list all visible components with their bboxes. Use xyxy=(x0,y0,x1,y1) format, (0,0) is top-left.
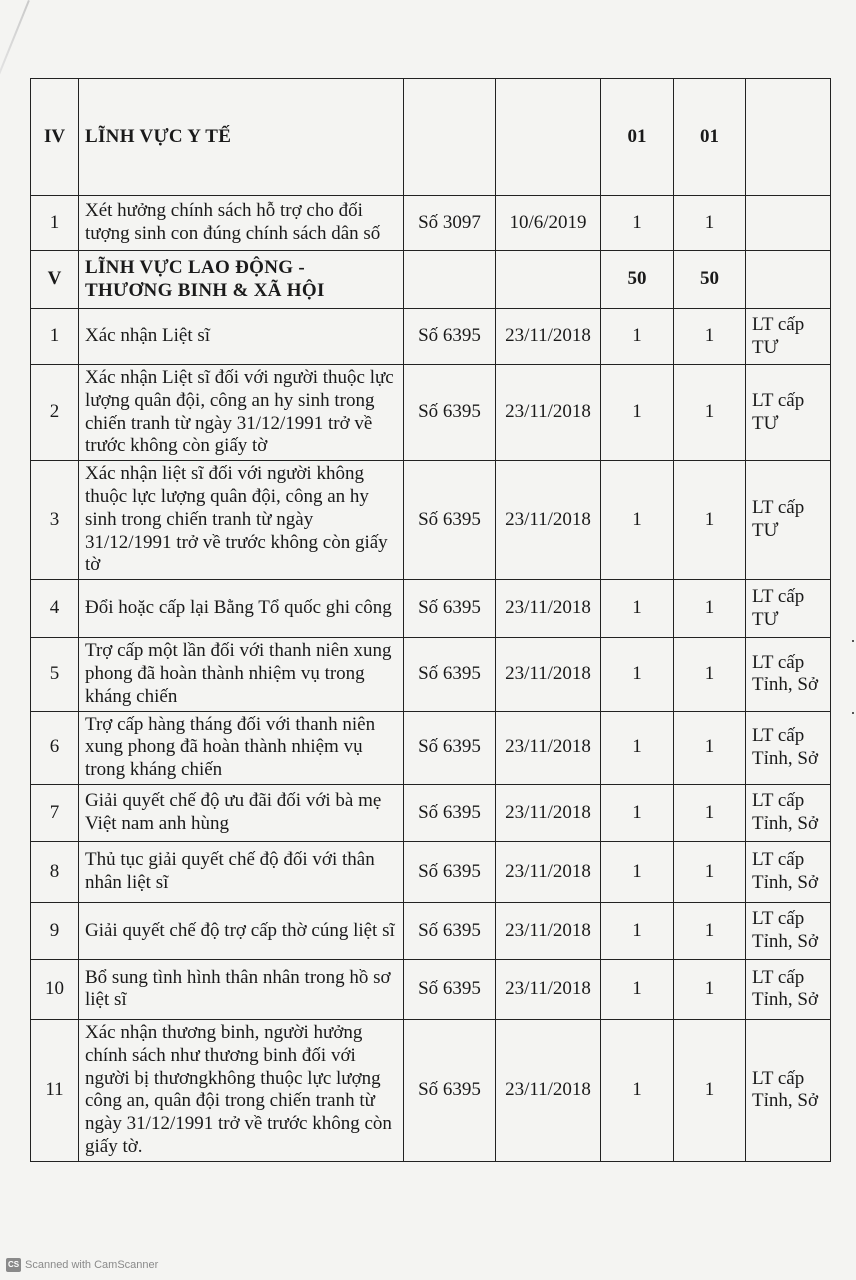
decision-number: Số 6395 xyxy=(404,638,496,711)
section-row xyxy=(31,251,831,309)
count-1: 1 xyxy=(601,309,674,365)
decision-number: Số 6395 xyxy=(404,365,496,461)
note: LT cấp Tỉnh, Sở xyxy=(746,638,831,711)
procedure-table xyxy=(30,78,831,1162)
table-row xyxy=(31,580,831,638)
decision-number: Số 6395 xyxy=(404,309,496,365)
section-title: LĨNH VỰC LAO ĐỘNG - THƯƠNG BINH & XÃ HỘI xyxy=(79,251,404,309)
table-row xyxy=(31,196,831,251)
table-row xyxy=(31,365,831,461)
count-2: 1 xyxy=(674,959,746,1019)
table-row xyxy=(31,959,831,1019)
scan-speck xyxy=(852,640,854,642)
decision-number: Số 6395 xyxy=(404,711,496,784)
procedure-name: Bổ sung tình hình thân nhân trong hồ sơ liệt sĩ xyxy=(79,959,404,1019)
decision-number: Số 6395 xyxy=(404,461,496,580)
note: LT cấp TƯ xyxy=(746,309,831,365)
count-2: 1 xyxy=(674,461,746,580)
table-row xyxy=(31,309,831,365)
decision-number: Số 6395 xyxy=(404,580,496,638)
decision-number: Số 3097 xyxy=(404,196,496,251)
table-row xyxy=(31,902,831,959)
doc-cell xyxy=(404,251,496,309)
count-1: 1 xyxy=(601,580,674,638)
count-1: 1 xyxy=(601,784,674,841)
count-1: 1 xyxy=(601,638,674,711)
decision-date: 23/11/2018 xyxy=(496,580,601,638)
section-title: LĨNH VỰC Y TẾ xyxy=(79,79,404,196)
procedure-name: Xác nhận Liệt sĩ xyxy=(79,309,404,365)
decision-date: 23/11/2018 xyxy=(496,365,601,461)
table-row xyxy=(31,784,831,841)
count-2: 1 xyxy=(674,841,746,902)
count-2: 1 xyxy=(674,902,746,959)
note xyxy=(746,196,831,251)
section-number: IV xyxy=(31,79,79,196)
count-1: 1 xyxy=(601,959,674,1019)
decision-date: 23/11/2018 xyxy=(496,1019,601,1161)
count-1: 1 xyxy=(601,841,674,902)
note: LT cấp Tỉnh, Sở xyxy=(746,784,831,841)
decision-number: Số 6395 xyxy=(404,902,496,959)
table-row xyxy=(31,711,831,784)
decision-number: Số 6395 xyxy=(404,841,496,902)
scan-speck xyxy=(852,712,854,714)
row-number: 7 xyxy=(31,784,79,841)
row-number: 6 xyxy=(31,711,79,784)
decision-number: Số 6395 xyxy=(404,959,496,1019)
procedure-name: Xác nhận thương binh, người hưởng chính sách như thương binh đối với người bị thươngkhông thuộc lực lượng công an, quân đội trong chiến tranh từ ngày 31/12/1991 trở về trước không còn giấy tờ. xyxy=(79,1019,404,1161)
section-count-2: 50 xyxy=(674,251,746,309)
note-cell xyxy=(746,79,831,196)
decision-number: Số 6395 xyxy=(404,784,496,841)
note: LT cấp TƯ xyxy=(746,461,831,580)
count-2: 1 xyxy=(674,784,746,841)
count-1: 1 xyxy=(601,711,674,784)
decision-date: 23/11/2018 xyxy=(496,784,601,841)
procedure-name: Xác nhận Liệt sĩ đối với người thuộc lực lượng quân đội, công an hy sinh trong chiến tranh từ ngày 31/12/1991 trở về trước không còn giấy tờ xyxy=(79,365,404,461)
note: LT cấp TƯ xyxy=(746,365,831,461)
row-number: 1 xyxy=(31,309,79,365)
decision-date: 23/11/2018 xyxy=(496,959,601,1019)
table-row xyxy=(31,638,831,711)
note: LT cấp TƯ xyxy=(746,580,831,638)
camscanner-logo-icon: CS xyxy=(6,1258,21,1272)
count-2: 1 xyxy=(674,638,746,711)
note: LT cấp Tỉnh, Sở xyxy=(746,959,831,1019)
note: LT cấp Tỉnh, Sở xyxy=(746,902,831,959)
count-1: 1 xyxy=(601,902,674,959)
note: LT cấp Tỉnh, Sở xyxy=(746,1019,831,1161)
row-number: 8 xyxy=(31,841,79,902)
row-number: 11 xyxy=(31,1019,79,1161)
table-row xyxy=(31,841,831,902)
count-2: 1 xyxy=(674,196,746,251)
row-number: 4 xyxy=(31,580,79,638)
table-row xyxy=(31,461,831,580)
section-row xyxy=(31,79,831,196)
note: LT cấp Tỉnh, Sở xyxy=(746,841,831,902)
row-number: 9 xyxy=(31,902,79,959)
row-number: 1 xyxy=(31,196,79,251)
table-row xyxy=(31,1019,831,1161)
procedure-name: Giải quyết chế độ trợ cấp thờ cúng liệt sĩ xyxy=(79,902,404,959)
procedure-name: Giải quyết chế độ ưu đãi đối với bà mẹ Việt nam anh hùng xyxy=(79,784,404,841)
note: LT cấp Tỉnh, Sở xyxy=(746,711,831,784)
count-2: 1 xyxy=(674,711,746,784)
doc-cell xyxy=(404,79,496,196)
procedure-name: Thủ tục giải quyết chế độ đối với thân nhân liệt sĩ xyxy=(79,841,404,902)
decision-date: 23/11/2018 xyxy=(496,309,601,365)
note-cell xyxy=(746,251,831,309)
section-count-2: 01 xyxy=(674,79,746,196)
row-number: 2 xyxy=(31,365,79,461)
count-2: 1 xyxy=(674,365,746,461)
decision-date: 23/11/2018 xyxy=(496,461,601,580)
watermark-text: Scanned with CamScanner xyxy=(25,1259,159,1271)
date-cell xyxy=(496,251,601,309)
count-1: 1 xyxy=(601,365,674,461)
count-1: 1 xyxy=(601,461,674,580)
decision-date: 23/11/2018 xyxy=(496,841,601,902)
count-1: 1 xyxy=(601,196,674,251)
count-2: 1 xyxy=(674,309,746,365)
procedure-name: Trợ cấp một lần đối với thanh niên xung phong đã hoàn thành nhiệm vụ trong kháng chiến xyxy=(79,638,404,711)
scanner-watermark xyxy=(6,1258,158,1272)
count-2: 1 xyxy=(674,580,746,638)
section-count-1: 01 xyxy=(601,79,674,196)
count-2: 1 xyxy=(674,1019,746,1161)
decision-date: 23/11/2018 xyxy=(496,902,601,959)
page-edge-mark xyxy=(0,0,30,89)
decision-date: 10/6/2019 xyxy=(496,196,601,251)
count-1: 1 xyxy=(601,1019,674,1161)
date-cell xyxy=(496,79,601,196)
section-count-1: 50 xyxy=(601,251,674,309)
row-number: 3 xyxy=(31,461,79,580)
procedure-name: Xác nhận liệt sĩ đối với người không thuộc lực lượng quân đội, công an hy sinh trong chiến tranh từ ngày 31/12/1991 trở về trước không còn giấy tờ xyxy=(79,461,404,580)
decision-number: Số 6395 xyxy=(404,1019,496,1161)
decision-date: 23/11/2018 xyxy=(496,711,601,784)
procedure-name: Trợ cấp hàng tháng đối với thanh niên xung phong đã hoàn thành nhiệm vụ trong kháng chiến xyxy=(79,711,404,784)
procedure-name: Xét hưởng chính sách hỗ trợ cho đối tượng sinh con đúng chính sách dân số xyxy=(79,196,404,251)
row-number: 10 xyxy=(31,959,79,1019)
section-number: V xyxy=(31,251,79,309)
row-number: 5 xyxy=(31,638,79,711)
decision-date: 23/11/2018 xyxy=(496,638,601,711)
procedure-name: Đổi hoặc cấp lại Bằng Tổ quốc ghi công xyxy=(79,580,404,638)
